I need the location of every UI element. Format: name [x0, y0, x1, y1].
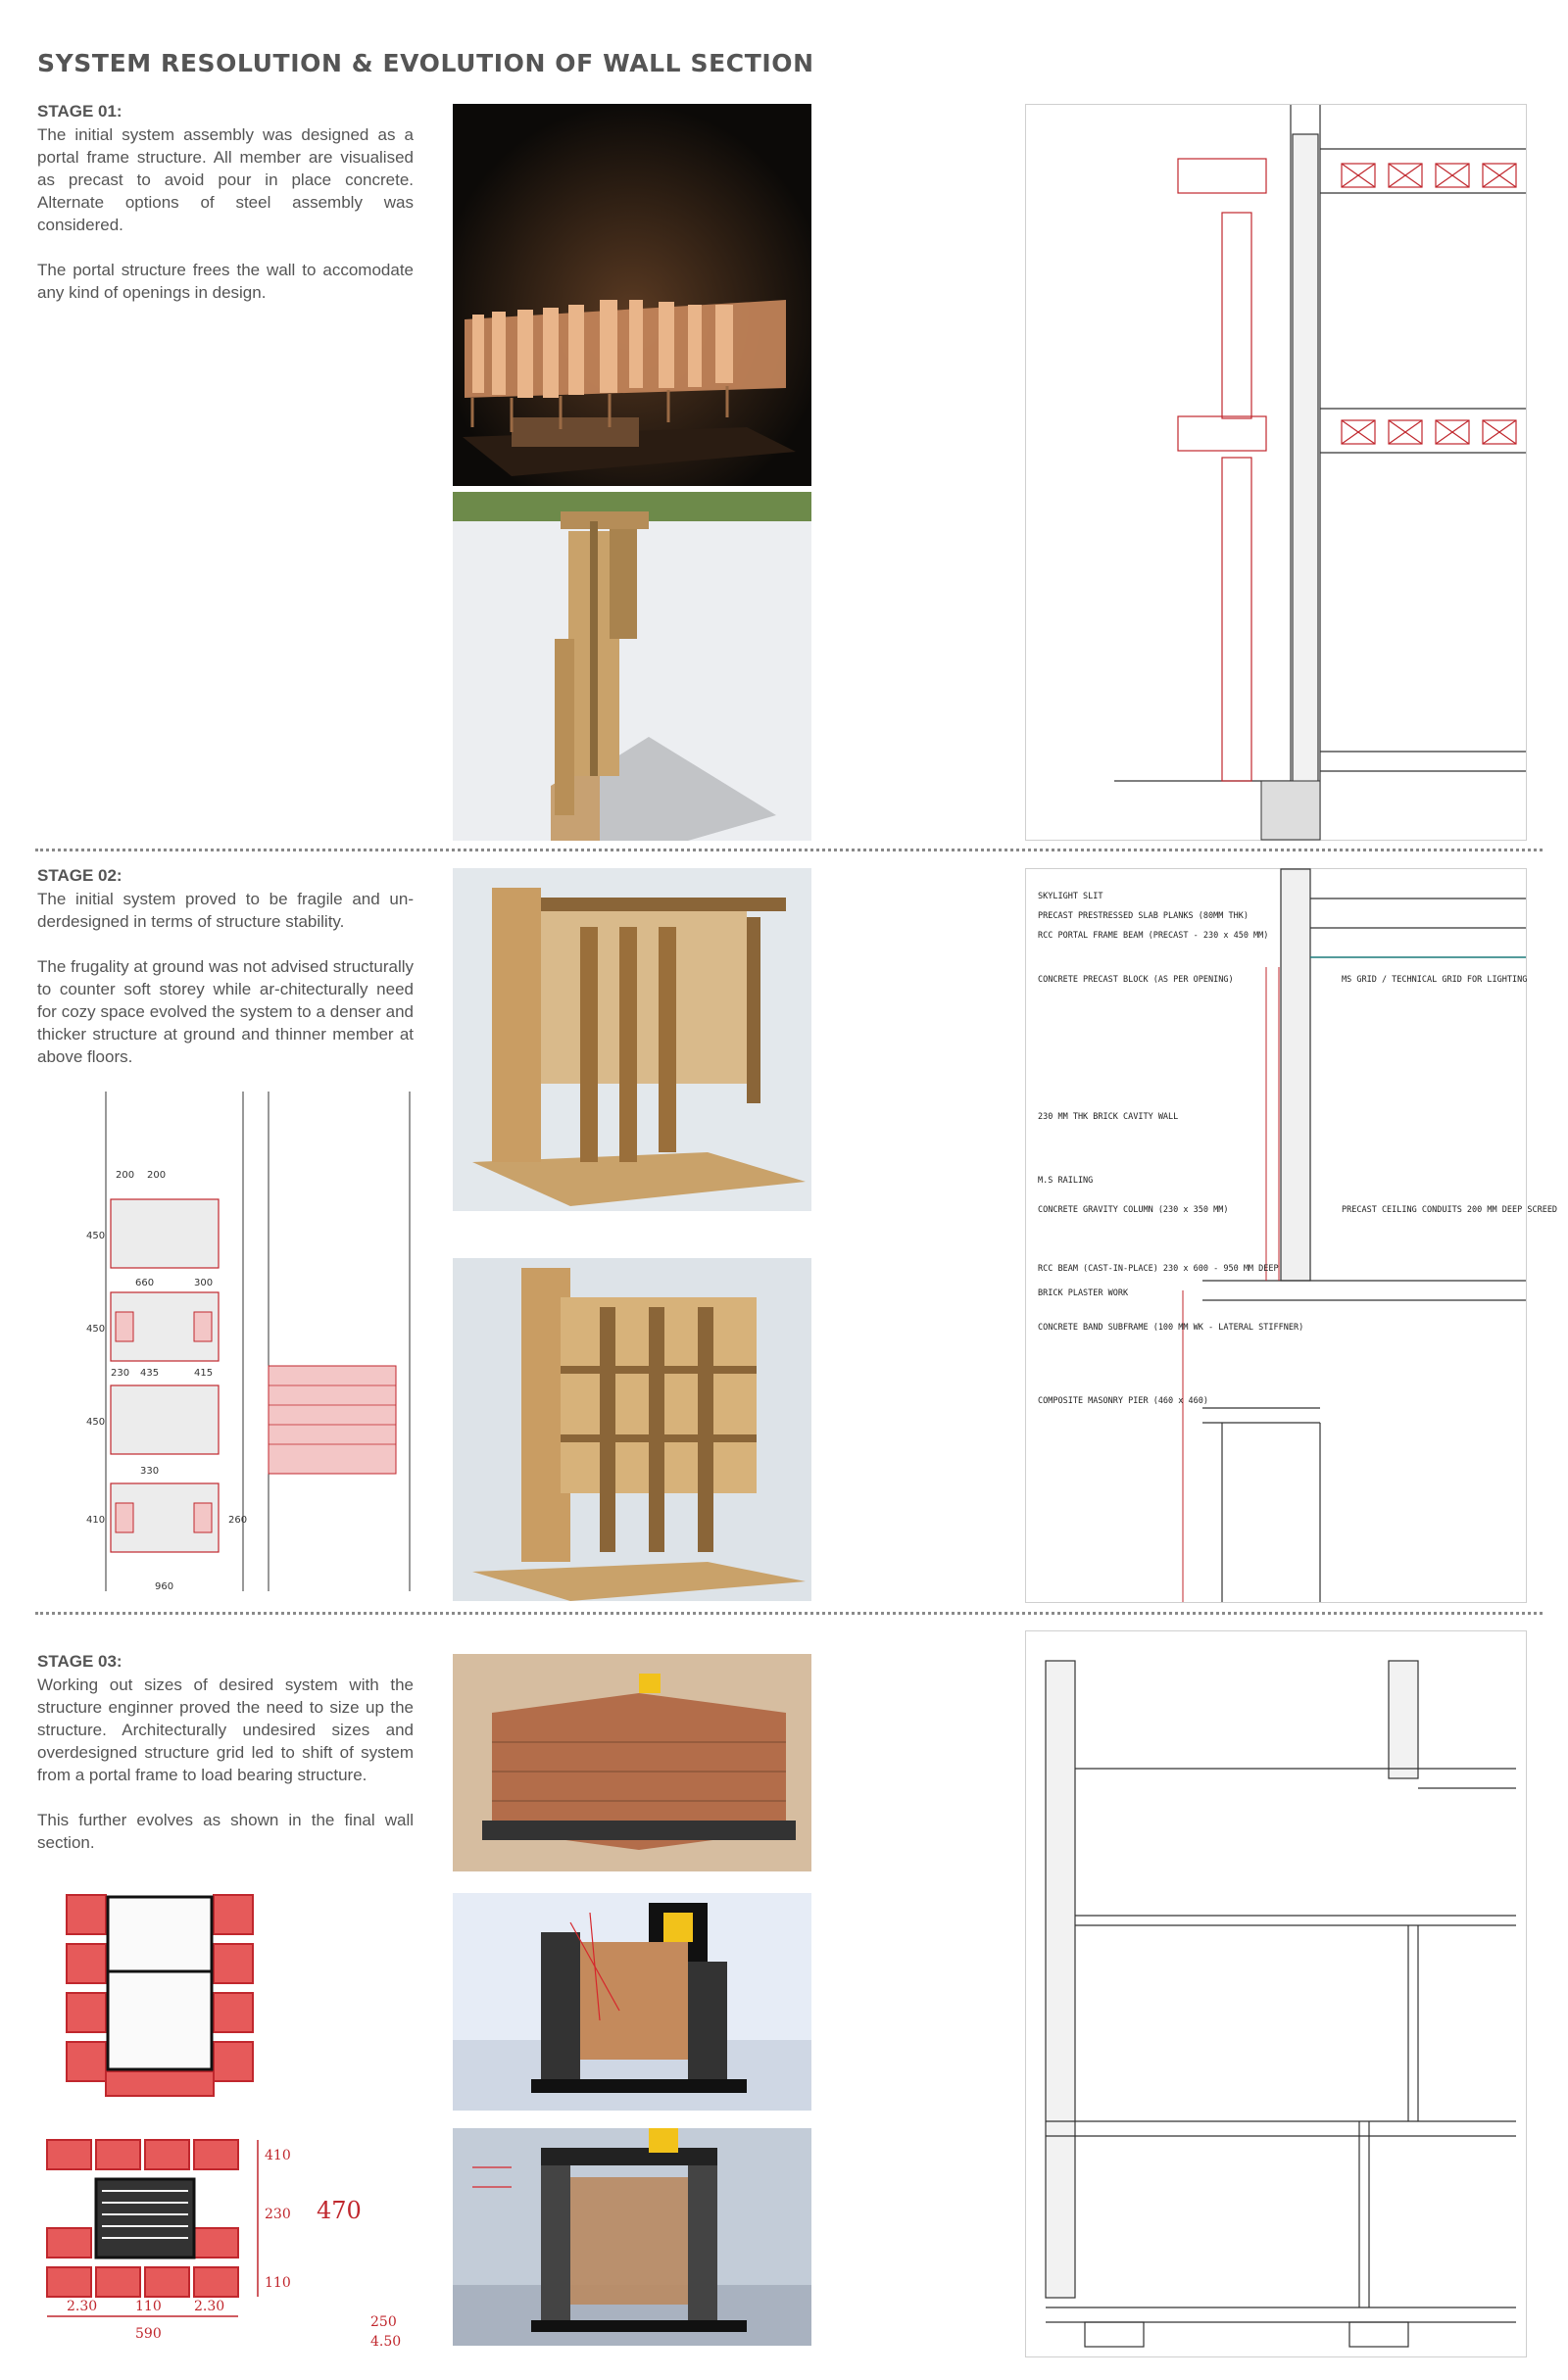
stage-2-paragraph-2: The frugality at ground was not advised structurally to counter soft storey while ar-chitecturally need for cozy space evolved the system to a denser and thicker structure at ground and thinner member at above floors. [37, 957, 414, 1066]
stage-2-dimension-label: 435 [140, 1368, 160, 1379]
stage-3-dimension-label: 110 [265, 2275, 291, 2291]
stage-2-section-note: 230 MM THK BRICK CAVITY WALL [1038, 1112, 1179, 1122]
stage-3-paragraph-2: This further evolves as shown in the final wall section. [37, 1811, 414, 1852]
stage-3-dimension-label: 410 [265, 2148, 291, 2163]
stage-2-dimension-label: 450 [86, 1417, 106, 1428]
stage-1-heading: STAGE 01: [37, 102, 122, 121]
stage-3-wall-section-drawing [1025, 1630, 1527, 2357]
stage-2-model-photo-bottom [453, 1258, 811, 1601]
stage-3-dimension-label: 110 [135, 2299, 162, 2314]
stage-2-paragraph-1: The initial system proved to be fragile and un-derdesigned in terms of structure stability. [37, 890, 414, 931]
stage-1-paragraph-2: The portal structure frees the wall to accomodate any kind of openings in design. [37, 261, 414, 302]
stage-3-dimension-label: 250 [370, 2314, 397, 2330]
stage-1-model-photo-dark [453, 104, 811, 486]
page-title: SYSTEM RESOLUTION & EVOLUTION OF WALL SECTION [37, 49, 814, 77]
stage-2-model-photo-top [453, 868, 811, 1211]
stage-3-render-section-cutaway [453, 1893, 811, 2111]
stage-2-section-note: CONCRETE BAND SUBFRAME (100 MM WK - LATERAL STIFFNER) [1038, 1323, 1304, 1333]
stage-2-dimension-label: 300 [194, 1278, 214, 1288]
stage-2-dimension-label: 450 [86, 1324, 106, 1335]
stage-2-dimension-label: 200 [147, 1170, 167, 1181]
stage-2-section-note: RCC BEAM (CAST-IN-PLACE) 230 x 600 - 950 MM DEEP [1038, 1264, 1279, 1274]
stage-divider-1 [35, 849, 1543, 851]
stage-1-model-photo-light [453, 492, 811, 841]
stage-3-text-block [37, 1652, 414, 1854]
stage-3-render-brick-facade [453, 1654, 811, 1871]
stage-2-dimension-label: 330 [140, 1466, 160, 1477]
stage-3-sketch-wall-dims [37, 2120, 414, 2356]
stage-2-section-note: RCC PORTAL FRAME BEAM (PRECAST - 230 x 450 MM) [1038, 931, 1269, 941]
stage-3-render-interior-section [453, 2128, 811, 2346]
stage-2-dimension-label: 230 [111, 1368, 130, 1379]
stage-2-plan-sketch [37, 1082, 414, 1601]
stage-2-section-note: CONCRETE GRAVITY COLUMN (230 x 350 MM) [1038, 1205, 1229, 1215]
stage-3-dimension-label: 2.30 [194, 2299, 225, 2314]
stage-1-wall-section-drawing [1025, 104, 1527, 841]
stage-2-section-note: COMPOSITE MASONRY PIER (460 x 460) [1038, 1396, 1208, 1406]
stage-3-dimension-label: 4.50 [370, 2334, 402, 2350]
stage-2-dimension-label: 960 [155, 1581, 174, 1592]
stage-3-heading: STAGE 03: [37, 1652, 122, 1671]
stage-2-section-note: PRECAST PRESTRESSED SLAB PLANKS (80MM THK) [1038, 911, 1249, 921]
stage-2-dimension-label: 660 [135, 1278, 155, 1288]
stage-1-paragraph-1: The initial system assembly was designed as a portal frame structure. All member are visualised as precast to avoid pour in place concrete. Alternate options of steel assembly was considered. [37, 125, 414, 234]
stage-3-dimension-label: 230 [265, 2207, 291, 2222]
stage-3-sketch-column [37, 1885, 414, 2113]
stage-2-heading: STAGE 02: [37, 866, 122, 885]
stage-2-section-note: SKYLIGHT SLIT [1038, 892, 1103, 901]
stage-2-section-note: MS GRID / TECHNICAL GRID FOR LIGHTING [1342, 975, 1528, 985]
stage-2-dimension-label: 410 [86, 1515, 106, 1526]
stage-2-text-block [37, 866, 414, 1068]
stage-3-paragraph-1: Working out sizes of desired system with the structure enginner proved the need to size up the structure. Architecturally undesired sizes and overdesigned structure grid led to shift of system from a portal frame to load bearing structure. [37, 1676, 414, 1784]
stage-3-dimension-label: 470 [317, 2197, 362, 2224]
stage-3-dimension-label: 2.30 [67, 2299, 98, 2314]
stage-2-section-note: BRICK PLASTER WORK [1038, 1288, 1129, 1298]
stage-divider-2 [35, 1612, 1543, 1615]
stage-2-section-note: CONCRETE PRECAST BLOCK (AS PER OPENING) [1038, 975, 1234, 985]
stage-3-dimension-label: 590 [135, 2326, 162, 2342]
stage-2-dimension-label: 415 [194, 1368, 214, 1379]
stage-2-section-note: PRECAST CEILING CONDUITS 200 MM DEEP SCREED [1342, 1205, 1558, 1215]
stage-2-dimension-label: 450 [86, 1231, 106, 1241]
stage-2-dimension-label: 260 [228, 1515, 248, 1526]
stage-2-dimension-label: 200 [116, 1170, 135, 1181]
stage-1-text-block [37, 102, 414, 304]
stage-2-wall-section-drawing [1025, 868, 1558, 1603]
stage-2-section-note: M.S RAILING [1038, 1176, 1094, 1186]
